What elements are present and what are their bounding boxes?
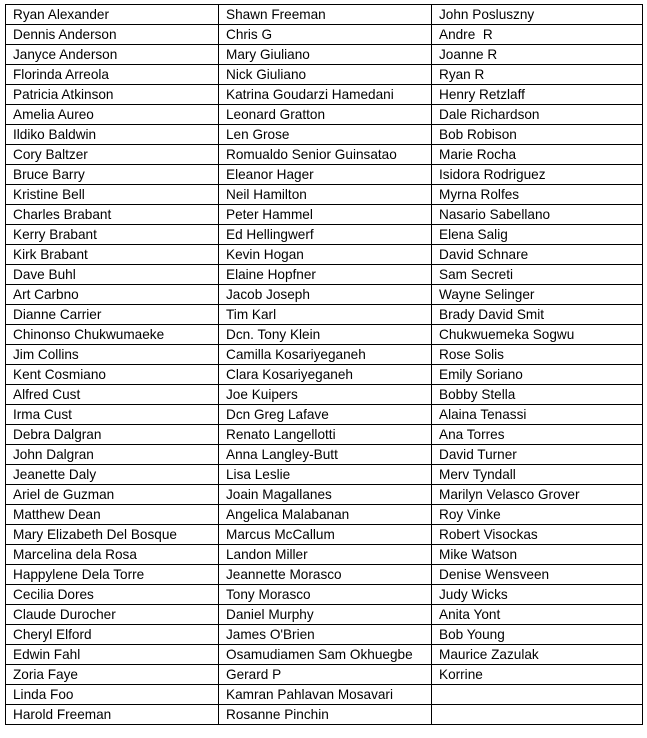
name-cell: Art Carbno [6, 285, 219, 305]
name-cell: Jeannette Morasco [219, 565, 432, 585]
name-cell: Lisa Leslie [219, 465, 432, 485]
table-row [6, 165, 643, 185]
table-row [6, 225, 643, 245]
name-cell: Ed Hellingwerf [219, 225, 432, 245]
name-cell: Dianne Carrier [6, 305, 219, 325]
table-row [6, 365, 643, 385]
name-cell: Debra Dalgran [6, 425, 219, 445]
table-row [6, 25, 643, 45]
name-cell: Jacob Joseph [219, 285, 432, 305]
name-cell: Mary Giuliano [219, 45, 432, 65]
table-row [6, 525, 643, 545]
name-cell: Cory Baltzer [6, 145, 219, 165]
name-cell: Kerry Brabant [6, 225, 219, 245]
name-cell: Janyce Anderson [6, 45, 219, 65]
name-cell: Leonard Gratton [219, 105, 432, 125]
table-row [6, 665, 643, 685]
table-row [6, 65, 643, 85]
name-cell: Elaine Hopfner [219, 265, 432, 285]
name-cell: Amelia Aureo [6, 105, 219, 125]
name-cell: Harold Freeman [6, 705, 219, 725]
name-cell: Angelica Malabanan [219, 505, 432, 525]
name-cell: Jim Collins [6, 345, 219, 365]
name-cell: Matthew Dean [6, 505, 219, 525]
name-cell: Marilyn Velasco Grover [432, 485, 643, 505]
name-cell: Ana Torres [432, 425, 643, 445]
name-cell: Clara Kosariyeganeh [219, 365, 432, 385]
name-cell: David Schnare [432, 245, 643, 265]
name-cell: Bob Young [432, 625, 643, 645]
table-row [6, 605, 643, 625]
name-cell: Joanne R [432, 45, 643, 65]
name-cell: Alfred Cust [6, 385, 219, 405]
name-cell: Edwin Fahl [6, 645, 219, 665]
name-cell: Denise Wensveen [432, 565, 643, 585]
name-cell: Henry Retzlaff [432, 85, 643, 105]
name-cell: Kristine Bell [6, 185, 219, 205]
name-cell: Nasario Sabellano [432, 205, 643, 225]
name-cell: Jeanette Daly [6, 465, 219, 485]
table-row [6, 285, 643, 305]
table-row [6, 245, 643, 265]
table-row [6, 325, 643, 345]
name-cell: Gerard P [219, 665, 432, 685]
name-cell: Merv Tyndall [432, 465, 643, 485]
name-list-table [5, 4, 643, 725]
name-cell: Maurice Zazulak [432, 645, 643, 665]
table-row [6, 425, 643, 445]
table-row [6, 205, 643, 225]
name-cell: Chris G [219, 25, 432, 45]
name-cell: Korrine [432, 665, 643, 685]
name-cell: Bruce Barry [6, 165, 219, 185]
table-row [6, 125, 643, 145]
name-cell: Isidora Rodriguez [432, 165, 643, 185]
name-cell: Tim Karl [219, 305, 432, 325]
name-cell: Chinonso Chukwumaeke [6, 325, 219, 345]
name-cell: Kamran Pahlavan Mosavari [219, 685, 432, 705]
table-row [6, 85, 643, 105]
name-cell: Ariel de Guzman [6, 485, 219, 505]
name-cell [432, 685, 643, 705]
name-cell: Dale Richardson [432, 105, 643, 125]
name-cell: Peter Hammel [219, 205, 432, 225]
name-cell: Daniel Murphy [219, 605, 432, 625]
name-cell: Emily Soriano [432, 365, 643, 385]
name-cell: Ildiko Baldwin [6, 125, 219, 145]
name-cell: Patricia Atkinson [6, 85, 219, 105]
name-cell: Chukwuemeka Sogwu [432, 325, 643, 345]
name-cell: Eleanor Hager [219, 165, 432, 185]
name-cell: Renato Langellotti [219, 425, 432, 445]
name-cell: Wayne Selinger [432, 285, 643, 305]
name-cell: Charles Brabant [6, 205, 219, 225]
table-row [6, 625, 643, 645]
table-row [6, 465, 643, 485]
name-cell: Joain Magallanes [219, 485, 432, 505]
name-cell: Dave Buhl [6, 265, 219, 285]
name-cell: Linda Foo [6, 685, 219, 705]
name-list-body [6, 5, 643, 725]
name-cell: Neil Hamilton [219, 185, 432, 205]
table-row [6, 585, 643, 605]
name-cell: David Turner [432, 445, 643, 465]
name-cell: Nick Giuliano [219, 65, 432, 85]
table-row [6, 45, 643, 65]
name-cell: Claude Durocher [6, 605, 219, 625]
name-cell: Alaina Tenassi [432, 405, 643, 425]
name-cell: Brady David Smit [432, 305, 643, 325]
name-cell: Ryan R [432, 65, 643, 85]
name-cell: Landon Miller [219, 545, 432, 565]
name-cell: Shawn Freeman [219, 5, 432, 25]
name-cell: Florinda Arreola [6, 65, 219, 85]
name-cell: Kirk Brabant [6, 245, 219, 265]
name-cell: Mary Elizabeth Del Bosque [6, 525, 219, 545]
name-cell: Kevin Hogan [219, 245, 432, 265]
name-cell: John Dalgran [6, 445, 219, 465]
table-row [6, 105, 643, 125]
name-cell: Marie Rocha [432, 145, 643, 165]
name-cell: Dennis Anderson [6, 25, 219, 45]
name-cell: Bobby Stella [432, 385, 643, 405]
table-row [6, 565, 643, 585]
table-row [6, 685, 643, 705]
table-row [6, 505, 643, 525]
name-cell: Rose Solis [432, 345, 643, 365]
name-cell: Irma Cust [6, 405, 219, 425]
table-row [6, 545, 643, 565]
name-cell: Tony Morasco [219, 585, 432, 605]
table-row [6, 305, 643, 325]
name-cell: Cecilia Dores [6, 585, 219, 605]
name-cell: James O'Brien [219, 625, 432, 645]
table-row [6, 345, 643, 365]
name-cell: Joe Kuipers [219, 385, 432, 405]
name-cell: Robert Visockas [432, 525, 643, 545]
name-cell: Romualdo Senior Guinsatao [219, 145, 432, 165]
table-row [6, 5, 643, 25]
name-cell: Katrina Goudarzi Hamedani [219, 85, 432, 105]
table-row [6, 185, 643, 205]
table-row [6, 265, 643, 285]
table-row [6, 485, 643, 505]
name-cell: Camilla Kosariyeganeh [219, 345, 432, 365]
name-cell: Judy Wicks [432, 585, 643, 605]
table-row [6, 145, 643, 165]
name-cell: Mike Watson [432, 545, 643, 565]
table-row [6, 645, 643, 665]
name-cell: Zoria Faye [6, 665, 219, 685]
name-cell [432, 705, 643, 725]
table-row [6, 385, 643, 405]
name-cell: Marcus McCallum [219, 525, 432, 545]
name-cell: Cheryl Elford [6, 625, 219, 645]
name-cell: Len Grose [219, 125, 432, 145]
name-cell: Anna Langley-Butt [219, 445, 432, 465]
name-cell: Elena Salig [432, 225, 643, 245]
name-cell: Kent Cosmiano [6, 365, 219, 385]
table-row [6, 445, 643, 465]
name-cell: Bob Robison [432, 125, 643, 145]
name-cell: Dcn Greg Lafave [219, 405, 432, 425]
name-cell: Ryan Alexander [6, 5, 219, 25]
table-row [6, 405, 643, 425]
name-cell: Sam Secreti [432, 265, 643, 285]
name-cell: Anita Yont [432, 605, 643, 625]
name-cell: Osamudiamen Sam Okhuegbe [219, 645, 432, 665]
name-cell: Happylene Dela Torre [6, 565, 219, 585]
name-cell: Myrna Rolfes [432, 185, 643, 205]
name-cell: Dcn. Tony Klein [219, 325, 432, 345]
name-cell: Rosanne Pinchin [219, 705, 432, 725]
name-cell: Roy Vinke [432, 505, 643, 525]
table-row [6, 705, 643, 725]
name-cell: Andre R [432, 25, 643, 45]
name-cell: John Posluszny [432, 5, 643, 25]
name-cell: Marcelina dela Rosa [6, 545, 219, 565]
